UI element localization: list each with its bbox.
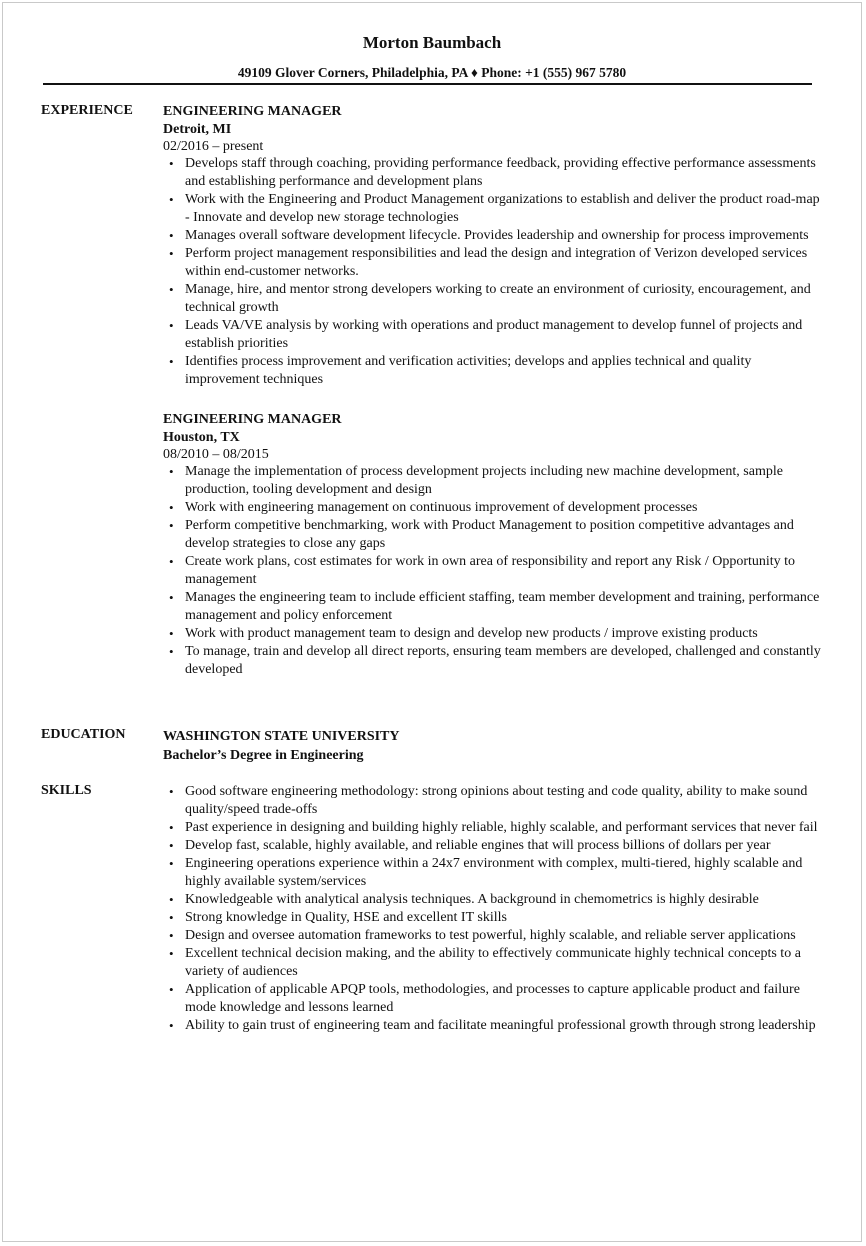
job-bullet: • Manage the implementation of process development projects including new machine development, sample production, tooling development and design [163, 463, 821, 499]
skills-list [163, 783, 821, 1035]
job-bullet: • Work with engineering management on continuous improvement of development processes [163, 499, 821, 517]
skill-item: • Design and oversee automation frameworks to test powerful, highly scalable, and reliable server applications [163, 927, 821, 945]
skill-item: • Engineering operations experience within a 24x7 environment with complex, multi-tiered, highly scalable and highly available system/services [163, 855, 821, 891]
education-body [163, 727, 821, 765]
skill-item: • Application of applicable APQP tools, methodologies, and processes to capture applicable product and failure mode knowledge and lessons learned [163, 981, 821, 1017]
job-bullet: • Perform project management responsibilities and lead the design and integration of Verizon developed services within end-customer networks. [163, 245, 821, 281]
job-location: Houston, TX [163, 430, 240, 445]
skill-item: • Ability to gain trust of engineering team and facilitate meaningful professional growth through strong leadership [163, 1017, 821, 1035]
candidate-name: Morton Baumbach [362, 33, 502, 52]
job-title: ENGINEERING MANAGER [163, 104, 342, 119]
education-heading: EDUCATION [41, 727, 126, 742]
job-entry [163, 411, 821, 679]
job-dates: 02/2016 – present [163, 139, 264, 154]
job-bullet: • Work with the Engineering and Product Management organizations to establish and deliver the product road-map - Innovate and develop new storage technologies [163, 191, 821, 227]
job-bullet: • Work with product management team to design and develop new products / improve existing products [163, 625, 821, 643]
contact-line: 49109 Glover Corners, Philadelphia, PA ♦ Phone: +1 (555) 967 5780 [237, 65, 627, 80]
experience-body [163, 103, 821, 701]
job-bullets [163, 463, 821, 679]
degree-name: Bachelor’s Degree in Engineering [163, 748, 364, 763]
job-bullet: • To manage, train and develop all direct reports, ensuring team members are developed, challenged and constantly developed [163, 643, 821, 679]
job-dates: 08/2010 – 08/2015 [163, 447, 269, 462]
skills-heading: SKILLS [41, 783, 92, 798]
skill-item: • Good software engineering methodology: strong opinions about testing and code quality, ability to make sound quality/speed trade-offs [163, 783, 821, 819]
job-bullet: • Manage, hire, and mentor strong developers working to create an environment of curiosity, encouragement, and technical growth [163, 281, 821, 317]
experience-heading: EXPERIENCE [41, 103, 133, 118]
job-title: ENGINEERING MANAGER [163, 412, 342, 427]
skill-item: • Past experience in designing and building highly reliable, highly scalable, and performant services that never fail [163, 819, 821, 837]
job-bullet: • Manages overall software development lifecycle. Provides leadership and ownership for process improvements [163, 227, 821, 245]
header-divider [43, 83, 812, 85]
job-bullet: • Develops staff through coaching, providing performance feedback, providing effective performance assessments and establishing performance and development plans [163, 155, 821, 191]
job-location: Detroit, MI [163, 122, 232, 137]
skills-body [163, 783, 821, 1035]
skill-item: • Develop fast, scalable, highly available, and reliable engines that will process billions of dollars per year [163, 837, 821, 855]
skill-item: • Strong knowledge in Quality, HSE and excellent IT skills [163, 909, 821, 927]
job-bullet: • Manages the engineering team to include efficient staffing, team member development and training, performance management and policy enforcement [163, 589, 821, 625]
job-bullet: • Leads VA/VE analysis by working with operations and product management to develop funnel of projects and establish priorities [163, 317, 821, 353]
job-bullets [163, 155, 821, 389]
job-bullet: • Identifies process improvement and verification activities; develops and applies technical and quality improvement techniques [163, 353, 821, 389]
job-bullet: • Perform competitive benchmarking, work with Product Management to position competitive advantages and develop strategies to close any gaps [163, 517, 821, 553]
skill-item: • Knowledgeable with analytical analysis techniques. A background in chemometrics is highly desirable [163, 891, 821, 909]
skill-item: • Excellent technical decision making, and the ability to effectively communicate highly technical concepts to a variety of audiences [163, 945, 821, 981]
resume-page [2, 2, 862, 1242]
job-bullet: • Create work plans, cost estimates for work in own area of responsibility and report any Risk / Opportunity to management [163, 553, 821, 589]
school-name: WASHINGTON STATE UNIVERSITY [163, 729, 400, 744]
job-entry [163, 103, 821, 389]
